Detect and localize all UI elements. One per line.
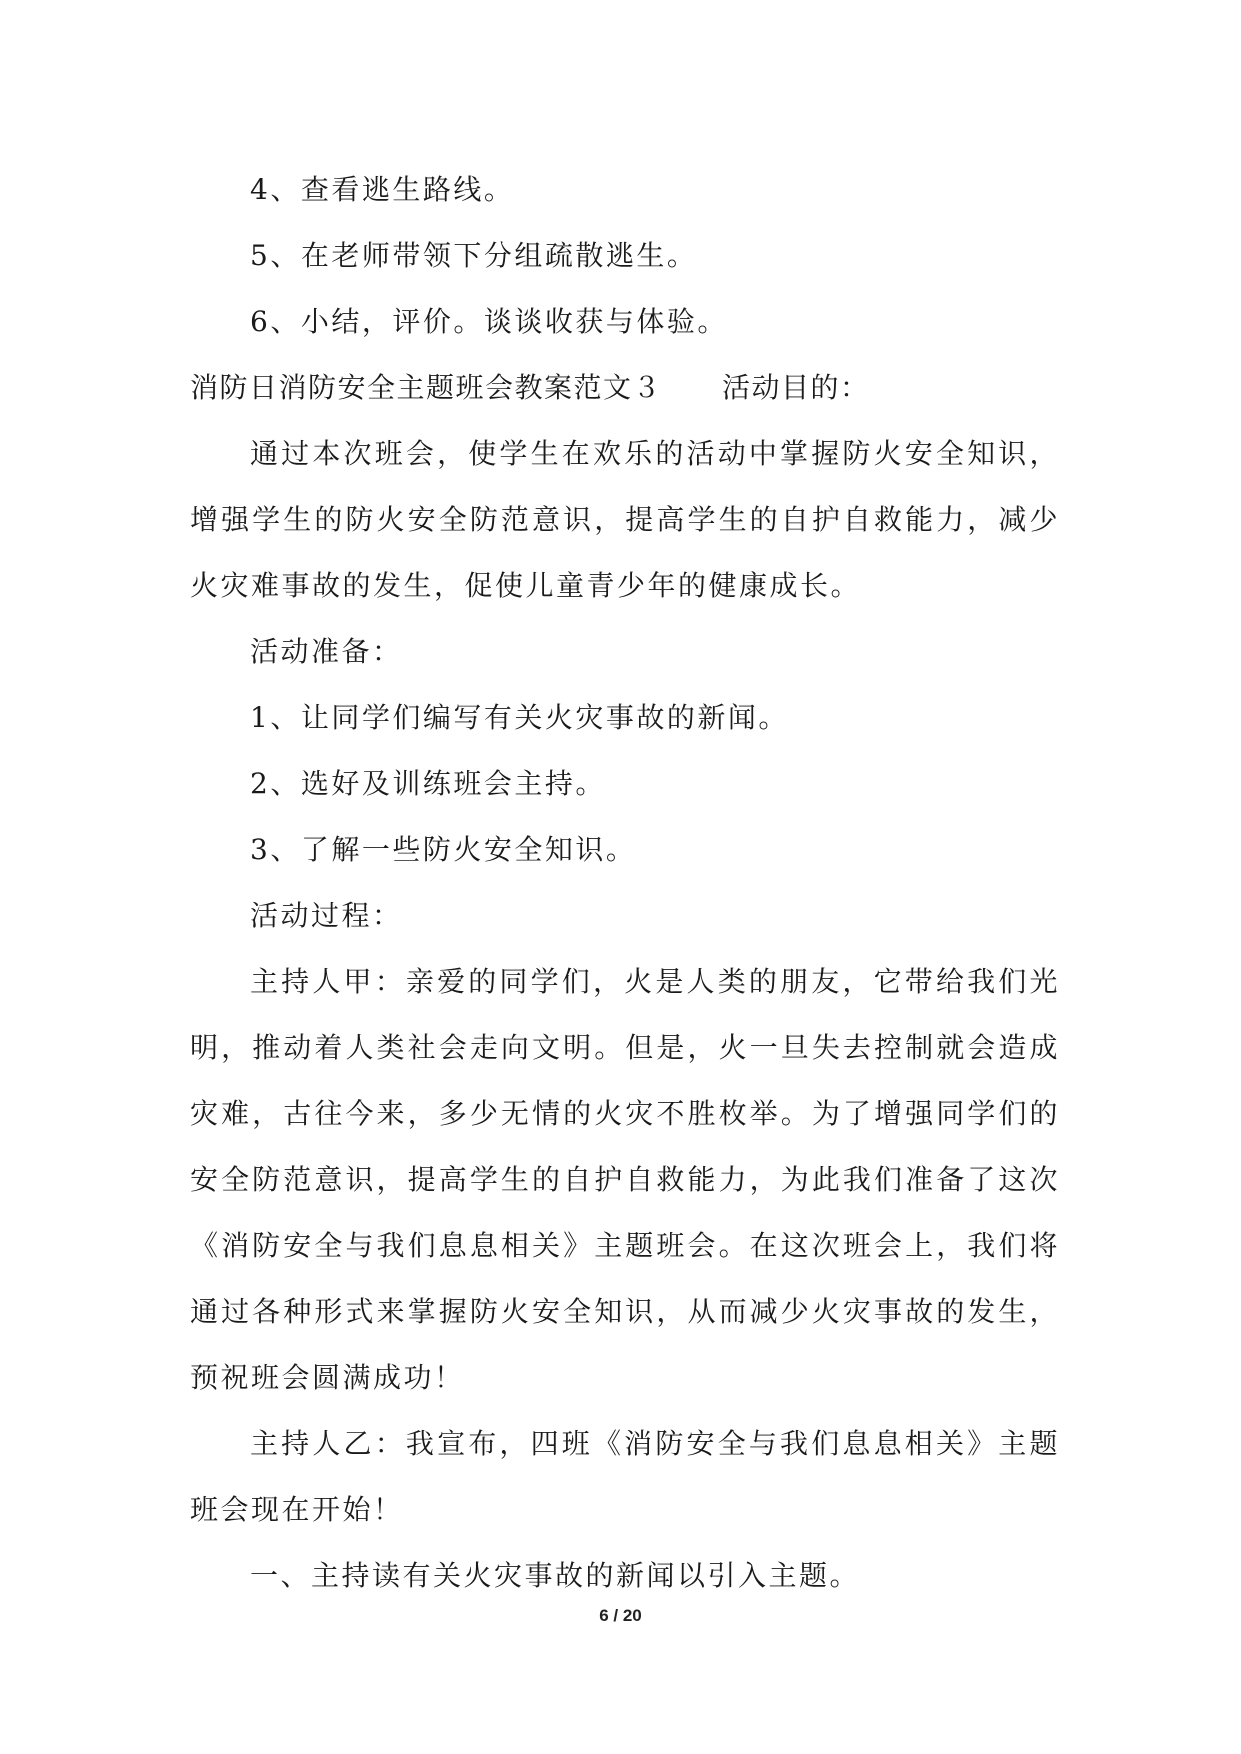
paragraph-preparation-heading: 活动准备：	[250, 635, 403, 668]
page-number: 6 / 20	[599, 1606, 642, 1625]
document-body	[190, 157, 1060, 1609]
paragraph-step-4: 4、查看逃生路线。	[250, 173, 515, 206]
paragraph-host-b: 主持人乙：我宣布，四班《消防安全与我们息息相关》主题班会现在开始！	[190, 1427, 1060, 1526]
paragraph-preparation-3: 3、了解一些防火安全知识。	[250, 833, 637, 866]
paragraph-part-one: 一、主持读有关火灾事故的新闻以引入主题。	[250, 1559, 861, 1592]
paragraph-process-heading: 活动过程：	[250, 899, 403, 932]
section-title: 消防日消防安全主题班会教案范文３	[190, 371, 663, 404]
paragraph-objective: 通过本次班会，使学生在欢乐的活动中掌握防火安全知识，增强学生的防火安全防范意识，提高学生的自护自救能力，减少火灾难事故的发生，促使儿童青少年的健康成长。	[190, 437, 1060, 602]
paragraph-step-5: 5、在老师带领下分组疏散逃生。	[250, 239, 698, 272]
paragraph-preparation-1: 1、让同学们编写有关火灾事故的新闻。	[250, 701, 789, 734]
paragraph-step-6: 6、小结，评价。谈谈收获与体验。	[250, 305, 728, 338]
section-heading	[190, 355, 1060, 421]
paragraph-host-a: 主持人甲：亲爱的同学们，火是人类的朋友，它带给我们光明，推动着人类社会走向文明。但是，火一旦失去控制就会造成灾难，古往今来，多少无情的火灾不胜枚举。为了增强同学们的安全防范意识，提高学生的自护自救能力，为此我们准备了这次《消防安全与我们息息相关》主题班会。在这次班会上，我们将通过各种形式来掌握防火安全知识，从而减少火灾事故的发生，预祝班会圆满成功！	[190, 965, 1060, 1394]
paragraph-preparation-2: 2、选好及训练班会主持。	[250, 767, 606, 800]
section-subtitle: 活动目的：	[722, 371, 870, 404]
